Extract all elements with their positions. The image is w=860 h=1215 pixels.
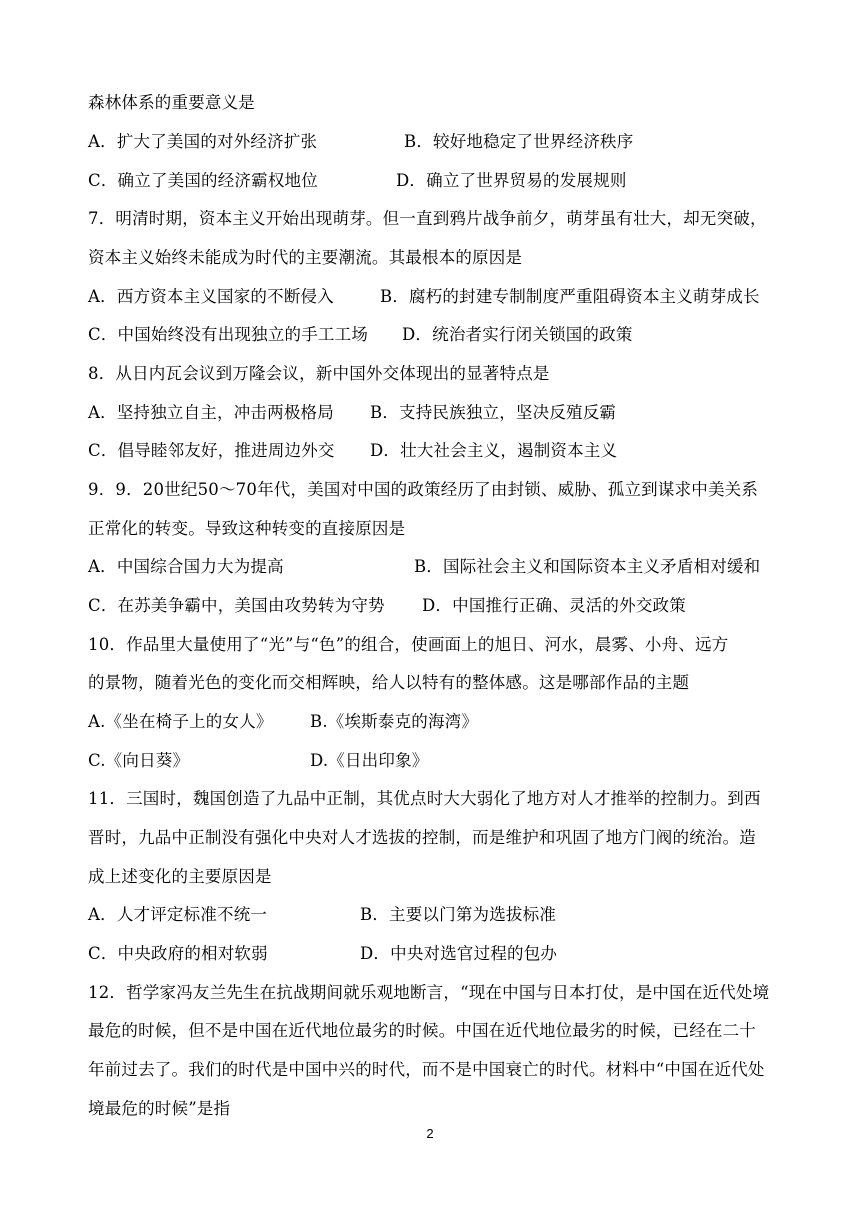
option-row: A．扩大了美国的对外经济扩张 B．较好地稳定了世界经济秩序 bbox=[88, 132, 634, 151]
option-row: A．中国综合国力大为提高 B．国际社会主义和国际资本主义矛盾相对缓和 bbox=[88, 557, 761, 576]
question-10: 10．作品里大量使用了“光”与“色”的组合，使画面上的旭日、河水，晨雾、小舟、远方 bbox=[88, 635, 729, 654]
question-9: 9．9．20世纪50～70年代，美国对中国的政策经历了由封锁、威胁、孤立到谋求中美关系 bbox=[88, 480, 759, 499]
text-line: 成上述变化的主要原因是 bbox=[88, 867, 272, 886]
text-line: 正常化的转变。导致这种转变的直接原因是 bbox=[88, 519, 406, 538]
option-row: A．人才评定标准不统一 B．主要以门第为选拔标准 bbox=[88, 905, 557, 924]
option-row: C.《向日葵》 D.《日出印象》 bbox=[88, 751, 429, 770]
question-7: 7．明清时期，资本主义开始出现萌芽。但一直到鸦片战争前夕，萌芽虽有壮大，却无突破， bbox=[88, 209, 767, 228]
text-line: 的景物，随着光色的变化而交相辉映，给人以特有的整体感。这是哪部作品的主题 bbox=[88, 673, 690, 692]
question-11: 11．三国时，魏国创造了九品中正制，其优点时大大弱化了地方对人才推举的控制力。到西 bbox=[88, 789, 761, 808]
question-8: 8．从日内瓦会议到万隆会议，新中国外交体现出的显著特点是 bbox=[88, 364, 550, 383]
option-row: A．坚持独立自主，冲击两极格局 B．支持民族独立，坚决反殖反霸 bbox=[88, 403, 617, 422]
option-row: C．中国始终没有出现独立的手工工场 D．统治者实行闭关锁国的政策 bbox=[88, 325, 633, 344]
question-12: 12．哲学家冯友兰先生在抗战期间就乐观地断言，“现在中国与日本打仗，是中国在近代处境 bbox=[88, 983, 770, 1002]
text-line: 资本主义始终未能成为时代的主要潮流。其最根本的原因是 bbox=[88, 248, 523, 267]
page-number: 2 bbox=[426, 1126, 434, 1141]
option-row: C．倡导睦邻友好，推进周边外交 D．壮大社会主义，遏制资本主义 bbox=[88, 441, 618, 460]
option-row: A.《坐在椅子上的女人》 B.《埃斯泰克的海湾》 bbox=[88, 712, 479, 731]
text-line: 境最危的时候”是指 bbox=[88, 1099, 231, 1118]
text-line: 森林体系的重要意义是 bbox=[88, 93, 255, 112]
option-row: C．在苏美争霸中，美国由攻势转为守势 D．中国推行正确、灵活的外交政策 bbox=[88, 596, 686, 615]
text-line: 年前过去了。我们的时代是中国中兴的时代，而不是中国衰亡的时代。材料中“中国在近代处 bbox=[88, 1060, 765, 1079]
option-row: A．西方资本主义国家的不断侵入 B．腐朽的封建专制制度严重阻碍资本主义萌芽成长 bbox=[88, 287, 760, 306]
option-row: C．确立了美国的经济霸权地位 D．确立了世界贸易的发展规则 bbox=[88, 171, 627, 190]
text-line: 晋时，九品中正制没有强化中央对人才选拔的控制，而是维护和巩固了地方门阀的统治。造 bbox=[88, 828, 756, 847]
text-line: 最危的时候，但不是中国在近代地位最劣的时候。中国在近代地位最劣的时候，已经在二十 bbox=[88, 1021, 756, 1040]
option-row: C．中央政府的相对软弱 D．中央对选官过程的包办 bbox=[88, 944, 558, 963]
